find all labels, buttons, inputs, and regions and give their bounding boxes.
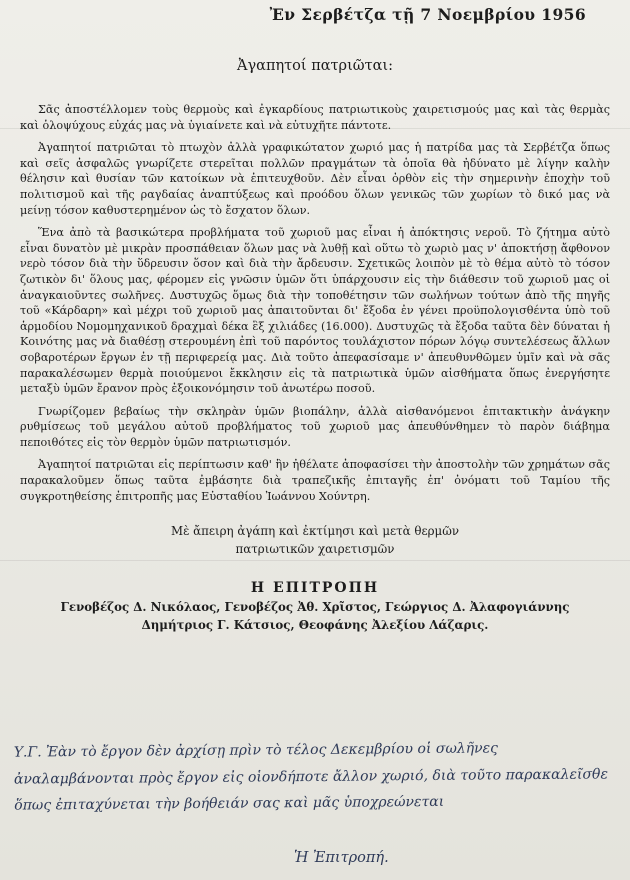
closing-salutation <box>16 522 614 558</box>
paragraph-village: Ἀγαπητοί πατριῶται τὸ πτωχὸν ἀλλὰ γραφικώτατον χωριό μας ἡ πατρίδα μας τὰ Σερβέτζα ὅπως καὶ σεῖς ἀσφαλῶς γνωρίζετε στερεῖται πολλῶν πραγμάτων τὰ ὁποῖα θὰ ἠδύνατο μὲ λίγην καλὴν θέλησιν καὶ θυσίαν τῶν κατοίκων νὰ ἐπιτευχθοῦν. Δὲν εἶναι ὀρθὸν εἰς τὴν σημερινὴν ἐποχὴν τοῦ πολιτισμοῦ καὶ τῆς ραγδαίας ἀναπτύξεως καὶ προόδου ὅλων γενικῶς τῶν χωρίων τὸ δικό μας νὰ μείνῃ τόσον καθυστερημένον ὡς τὸ ἔσχατον ὅλων. <box>20 141 610 217</box>
fold-line <box>0 560 630 561</box>
letter-date: Ἐν Σερβέτζα τῇ 7 Νοεμβρίου 1956 <box>269 5 586 24</box>
paragraph-remittance: Ἀγαπητοί πατριῶται εἰς περίπτωσιν καθ' ἣν ἠθέλατε ἀποφασίσει τὴν ἀποστολὴν τῶν χρημάτων σᾶς παρακαλοῦμεν ὅπως ταῦτα ἐμβάσητε διὰ τραπεζικῆς ἐπιταγῆς ἐπ' ὀνόματι τοῦ Ταμίου τῆς συγκροτηθείσης ἐπιτροπῆς μας Εὐσταθίου Ἰωάννου Χούντρη. <box>20 458 610 503</box>
letter-body <box>20 102 610 504</box>
members-line: Δημήτριος Γ. Κάτσιος, Θεοφάνης Ἀλεξίου Λάζαρις. <box>141 618 489 633</box>
committee-members <box>16 598 614 634</box>
closing-line: πατριωτικῶν χαιρετισμῶν <box>235 542 395 557</box>
paragraph-appeal: Γνωρίζομεν βεβαίως τὴν σκληρὰν ὑμῶν βιοπάλην, ἀλλὰ αἰσθανόμενοι ἐπιτακτικὴν ἀνάγκην ρυθμίσεως τοῦ μεγάλου αὐτοῦ προβλήματος τοῦ χωριοῦ μας ἀπευθύνθημεν τὸ παρὸν διάβημα πεποιθότες εἰς τὸν θερμὸν ὑμῶν πατριωτισμόν. <box>20 404 610 449</box>
paragraph-greeting: Σᾶς ἀποστέλλομεν τοὺς θερμοὺς καὶ ἐγκαρδίους πατριωτικοὺς χαιρετισμούς μας καὶ τὰς θερμὰς καὶ ὁλοψύχους εὐχάς μας νὰ ὑγιαίνετε καὶ νὰ εὐτυχῆτε πάντοτε. <box>20 103 610 132</box>
fold-line <box>0 128 630 129</box>
paragraph-water: Ἕνα ἀπὸ τὰ βασικώτερα προβλήματα τοῦ χωριοῦ μας εἶναι ἡ ἀπόκτησις νεροῦ. Τὸ ζήτημα αὐτὸ εἶναι δυνατὸν μὲ μικρὰν προσπάθειαν ὅλων μας νὰ λυθῇ καὶ οὕτω τὸ χωριὸ μας ν' ἀποκτήσῃ ἄφθονον νερὸ τόσον διὰ τὴν ὕδρευσιν ὅσον καὶ διὰ τὴν ἄρδευσιν. Σχετικῶς λοιπὸν μὲ τὸ θέμα αὐτὸ τὸ τόσον ζωτικὸν δι' ὅλους μας, φέρομεν εἰς γνῶσιν ὑμῶν ὅτι ὑπάρχουσιν εἰς τὴν διάθεσιν τοῦ χωριοῦ μας οἱ ἀναγκαιοῦντες σωλῆνες. Δυστυχῶς ὅμως διὰ τὴν τοποθέτησιν τῶν σωλήνων τούτων ἀπὸ τῆς πηγῆς τοῦ «Κάρδαρη» καὶ μέχρι τοῦ χωριοῦ μας ἀπαιτοῦνται δι' ἔξοδα ἐν γένει προϋπολογισθέντα ὑπὸ τοῦ ἁρμοδίου Νομομηχανικοῦ δραχμαὶ δέκα ἓξ χιλιάδες (16.000). Δυστυχῶς τὰ ἔξοδα ταῦτα δὲν δύναται ἡ Κοινότης μας νὰ διαθέσῃ στερουμένη ἐπὶ τοῦ παρόντος τουλάχιστον πόρων λόγῳ συντελέσεως ἄλλων σοβαροτέρων ἔργων ἐν τῇ περιφερείᾳ μας. Διὰ τοῦτο ἀπεφασίσαμε ν' ἀπευθυνθῶμεν ὑμῖν καὶ νὰ σᾶς παρακαλέσωμεν θερμὰ ποιούμενοι ἔκκλησιν εἰς τὰ πατριωτικὰ ὑμῶν αἰσθήματα ὅπως ἐνεργήσητε μεταξὺ ὑμῶν ἔρανον πρὸς ἐξοικονόμησιν τοῦ ἀνωτέρω ποσοῦ. <box>20 226 610 396</box>
closing-line: Μὲ ἄπειρη ἀγάπη καὶ ἐκτίμησι καὶ μετὰ θερμῶν <box>171 524 459 539</box>
committee-title: Η ΕΠΙΤΡΟΠΗ <box>250 580 380 597</box>
members-line: Γενοβέζος Δ. Νικόλαος, Γενοβέζος Ἀθ. Χρῖστος, Γεώργιος Δ. Ἀλαφογιάννης <box>60 600 570 615</box>
salutation: Ἀγαπητοί πατριῶται: <box>237 58 393 74</box>
handwritten-signature: Ἡ Ἐπιτροπή. <box>294 850 389 866</box>
handwritten-postscript: Υ.Γ. Ἐὰν τὸ ἔργον δὲν ἀρχίσῃ πρὶν τὸ τέλος Δεκεμβρίου οἱ σωλῆνες ἀναλαμβάνονται πρὸς ἔργον εἰς οἱονδήποτε ἄλλον χωριό, διὰ τοῦτο παρακαλεῖσθε ὅπως ἐπιταχύνεται τὴν βοήθειάν σας καὶ μᾶς ὑποχρεώνεται <box>13 740 609 814</box>
